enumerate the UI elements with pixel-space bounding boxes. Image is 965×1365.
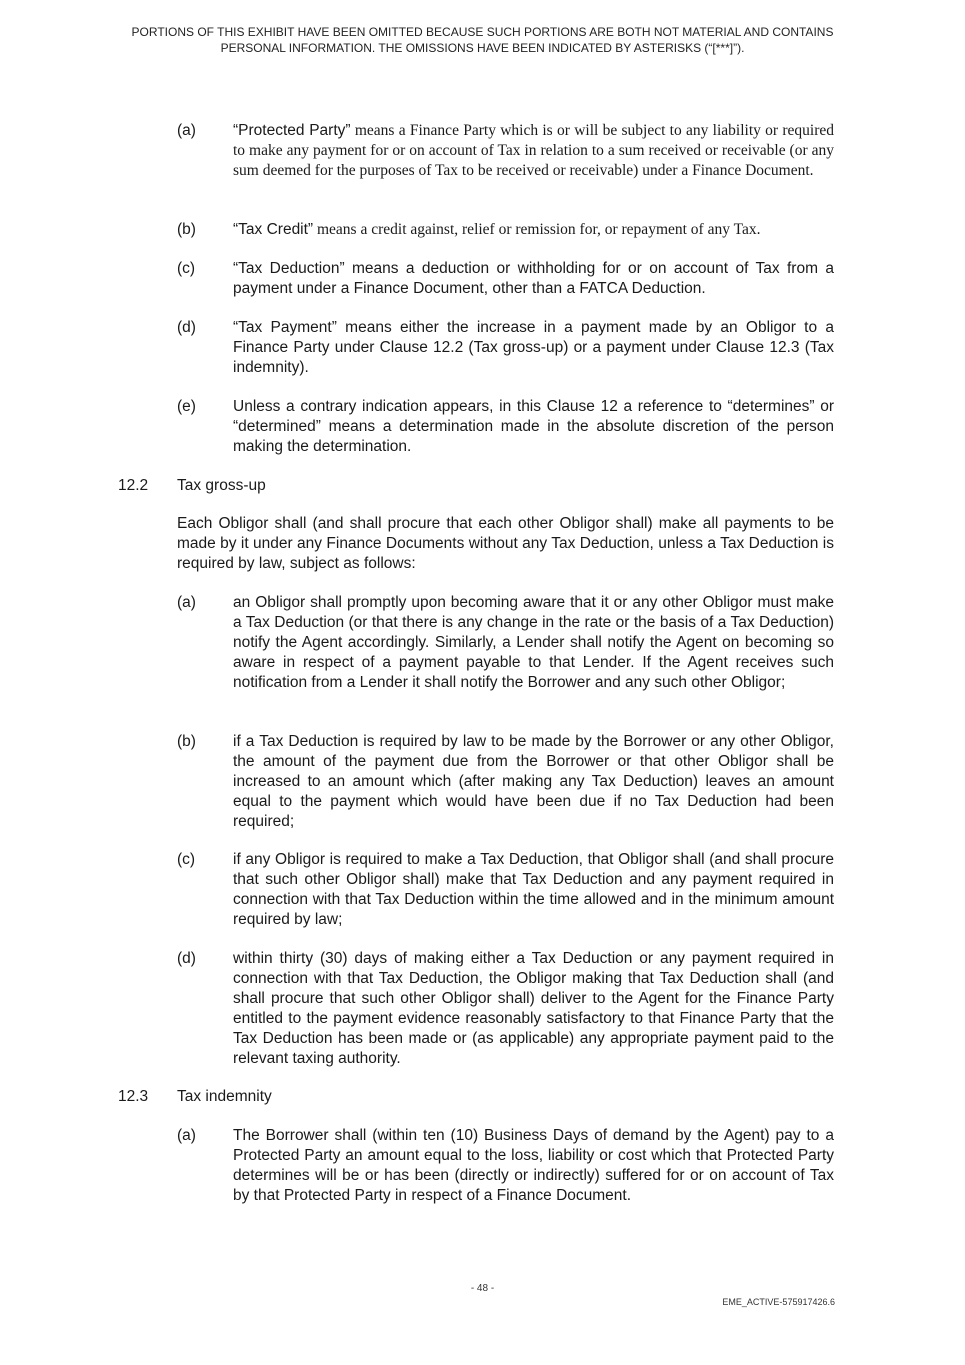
page-number: - 48 - (470, 1283, 495, 1294)
definition-text: means either the increase in a payment made by an Obligor to a Finance Party under Clause 12.2 (Tax gross-up) or a payment under Clause 12.3 (Tax indemnity). (233, 319, 835, 376)
clause-text: if any Obligor is required to make a Tax Deduction, that Obligor shall (and shall procure that such other Obligor shall) make that Tax Deduction and any payment required in connection with that Tax Deduction within the time allowed and in the minimum amount required by law; (233, 851, 834, 928)
section-heading: Tax indemnity (177, 1088, 272, 1105)
clause-text: if a Tax Deduction is required by law to be made by the Borrower or any other Obligor, the amount of the payment due from the Borrower or that other Obligor shall be increased to an amount which (after making any Tax Deduction) leaves an amount equal to the payment which would have been due if no Tax Deduction had been required; (233, 733, 834, 830)
section-number: 12.2 (118, 477, 149, 494)
clause-text: within thirty (30) days of making either a Tax Deduction or any payment required in connection with that Tax Deduction, the Obligor making that Tax Deduction shall (and shall procure that such other Obligor shall) deliver to the Agent for the Finance Party entitled to the payment evidence reasonably satisfactory to that Finance Party that the Tax Deduction has been made or (as applicable) any appropriate payment paid to the relevant taxing authority. (233, 950, 834, 1067)
section-heading: Tax gross-up (177, 477, 266, 494)
section-intro: Each Obligor shall (and shall procure that each other Obligor shall) make all payments to be made by it under any Finance Documents without any Tax Deduction, unless a Tax Deduction is required by law, subject as follows: (177, 515, 834, 572)
definition-tax-payment (233, 318, 834, 378)
section-number: 12.3 (118, 1088, 149, 1105)
omission-notice: PORTIONS OF THIS EXHIBIT HAVE BEEN OMITTED BECAUSE SUCH PORTIONS ARE BOTH NOT MATERIAL AND CONTAINS PERSONAL INFORMATION. THE OMISSIONS HAVE BEEN INDICATED BY ASTERISKS (“[***]”). (131, 25, 834, 55)
definition-text: means a credit against, relief or remission for, or repayment of any Tax. (313, 221, 761, 238)
definition-label: (d) (177, 319, 196, 336)
document-reference: EME_ACTIVE-575917426.6 (722, 1297, 835, 1307)
clause-label: (a) (177, 1127, 196, 1144)
definition-tax-deduction (233, 259, 834, 299)
definition-protected-party (233, 121, 834, 181)
clause-label: (c) (177, 851, 196, 868)
clause-text: The Borrower shall (within ten (10) Business Days of demand by the Agent) pay to a Protected Party an amount equal to the loss, liability or cost which that Protected Party determines will be or has been (directly or indirectly) suffered for or on account of Tax by that Protected Party in respect of a Finance Document. (233, 1127, 834, 1204)
definition-term: “Tax Payment” (233, 319, 337, 336)
definition-tax-credit (233, 220, 834, 240)
clause-label: (b) (177, 733, 196, 750)
clause-text: an Obligor shall promptly upon becoming aware that it or any other Obligor must make a Tax Deduction (or that there is any change in the rate or the basis of a Tax Deduction) notify the Agent accordingly. Similarly, a Lender shall notify the Agent on becoming so aware in respect of a payment payable to that Lender. If the Agent receives such notification from a Lender it shall notify the Borrower and any such other Obligor; (233, 594, 834, 691)
definition-text: Unless a contrary indication appears, in this Clause 12 a reference to “determines” or “determined” means a determination made in the absolute discretion of the person making the determination. (233, 398, 834, 455)
definition-term: “Tax Deduction” (233, 260, 345, 277)
definition-term: “Protected Party” (233, 122, 351, 139)
definition-determines (233, 397, 834, 457)
clause-label: (a) (177, 594, 196, 611)
clause-label: (d) (177, 950, 196, 967)
definition-label: (e) (177, 398, 196, 415)
definition-text: means a deduction or withholding for or on account of Tax from a payment under a Finance Document, other than a FATCA Deduction. (233, 260, 834, 297)
definition-text: means a Finance Party which is or will be subject to any liability or required to make any payment for or on account of Tax in relation to a sum received or receivable (or any sum deemed for the purposes of Tax to be received or receivable) under a Finance Document. (233, 122, 834, 179)
definition-label: (a) (177, 122, 196, 139)
definition-label: (b) (177, 221, 196, 238)
definition-label: (c) (177, 260, 196, 277)
definition-term: “Tax Credit” (233, 221, 314, 238)
